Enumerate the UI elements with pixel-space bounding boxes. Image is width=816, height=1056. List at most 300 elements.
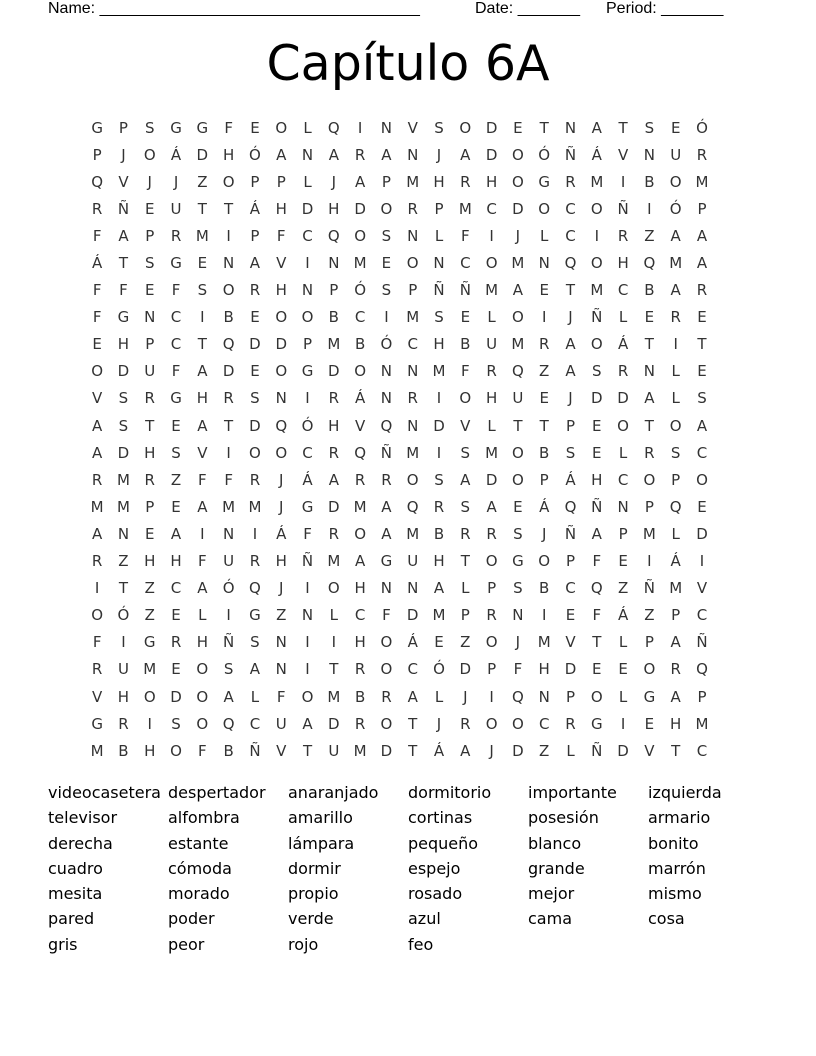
grid-cell: Ó <box>249 145 261 164</box>
grid-cell: A <box>512 281 524 300</box>
grid-cell: D <box>117 443 130 462</box>
grid-cell: U <box>117 660 129 679</box>
grid-cell: P <box>381 172 391 191</box>
grid-cell: E <box>250 118 260 137</box>
word-bank-item: estante <box>168 833 229 853</box>
grid-cell: F <box>92 308 102 327</box>
grid-cell: O <box>511 714 524 733</box>
grid-cell: M <box>222 497 236 516</box>
grid-cell: E <box>697 308 707 327</box>
grid-cell: I <box>226 443 231 462</box>
word-bank-item: televisor <box>48 808 118 828</box>
grid-cell: D <box>591 389 603 408</box>
grid-cell: L <box>618 687 628 706</box>
grid-cell: D <box>512 199 524 218</box>
grid-cell: M <box>116 497 130 516</box>
grid-cell: C <box>170 308 182 327</box>
grid-cell: S <box>697 389 707 408</box>
grid-cell: R <box>249 552 261 571</box>
grid-cell: T <box>408 741 418 760</box>
grid-cell: O <box>485 633 498 652</box>
grid-cell: O <box>590 199 603 218</box>
grid-cell: S <box>144 118 155 137</box>
grid-cell: E <box>618 660 628 679</box>
grid-cell: J <box>489 741 494 760</box>
grid-cell: Q <box>643 254 656 273</box>
grid-row <box>84 114 715 141</box>
word-bank-item: morado <box>168 884 230 904</box>
grid-cell: P <box>565 552 576 571</box>
grid-cell: O <box>669 416 682 435</box>
word-bank-item: pequeño <box>408 833 479 853</box>
grid-cell: T <box>302 741 313 760</box>
word-bank-item: dormitorio <box>408 783 492 802</box>
grid-cell: O <box>485 552 498 571</box>
grid-cell: D <box>617 741 629 760</box>
grid-cell: Q <box>91 172 104 191</box>
grid-cell: Z <box>118 552 129 571</box>
grid-cell: B <box>354 687 366 706</box>
grid-cell: N <box>433 254 445 273</box>
grid-cell: D <box>249 335 261 354</box>
word-bank-item: alfombra <box>168 808 240 828</box>
grid-cell: O <box>275 308 288 327</box>
grid-cell: D <box>170 687 182 706</box>
grid-cell: S <box>118 389 129 408</box>
grid-cell: T <box>197 199 207 218</box>
grid-cell: Ñ <box>591 741 603 760</box>
grid-cell: A <box>460 741 471 760</box>
grid-cell: N <box>275 660 287 679</box>
grid-cell: Z <box>644 606 655 625</box>
grid-cell: A <box>197 579 208 598</box>
grid-cell: Ñ <box>591 497 603 516</box>
grid-cell: E <box>670 118 681 137</box>
grid-cell: A <box>460 470 471 489</box>
grid-row <box>84 195 715 222</box>
grid-cell: O <box>485 714 498 733</box>
grid-cell: O <box>459 389 472 408</box>
grid-cell: P <box>671 470 681 489</box>
grid-cell: Ñ <box>433 281 445 300</box>
grid-cell: G <box>512 552 524 571</box>
grid-cell: L <box>540 226 549 245</box>
grid-cell: S <box>250 633 260 652</box>
grid-cell: N <box>223 524 235 543</box>
grid-cell: R <box>460 524 471 543</box>
grid-cell: R <box>91 660 103 679</box>
grid-cell: C <box>617 470 629 489</box>
grid-cell: H <box>196 633 208 652</box>
grid-cell: A <box>433 579 445 598</box>
grid-cell: U <box>512 389 524 408</box>
grid-cell: I <box>94 579 100 598</box>
grid-cell: Ñ <box>643 579 655 598</box>
grid-cell: A <box>381 497 392 516</box>
grid-cell: R <box>407 389 418 408</box>
grid-cell: A <box>197 416 208 435</box>
grid-cell: C <box>565 579 576 598</box>
grid-cell: P <box>145 226 155 245</box>
grid-cell: Q <box>696 660 708 679</box>
grid-cell: Ó <box>538 145 551 164</box>
grid-cell: Q <box>327 226 340 245</box>
grid-cell: T <box>118 579 129 598</box>
grid-cell: E <box>197 254 208 273</box>
grid-cell: S <box>460 443 471 462</box>
grid-row <box>84 520 715 547</box>
grid-cell: I <box>436 443 442 462</box>
grid-cell: A <box>354 172 366 191</box>
grid-cell: G <box>143 633 156 652</box>
grid-cell: I <box>200 524 205 543</box>
grid-cell: P <box>329 281 339 300</box>
grid-cell: J <box>436 145 442 164</box>
date-line: Date: _______ <box>475 0 580 17</box>
grid-cell: G <box>643 687 656 706</box>
grid-cell: J <box>279 497 284 516</box>
grid-cell: L <box>303 118 312 137</box>
grid-cell: D <box>406 606 419 625</box>
grid-cell: O <box>275 443 288 462</box>
grid-cell: E <box>644 714 655 733</box>
grid-cell: C <box>617 281 629 300</box>
word-bank <box>48 780 768 957</box>
grid-cell: N <box>512 606 524 625</box>
grid-cell: U <box>670 145 682 164</box>
grid-cell: M <box>327 335 341 354</box>
grid-cell: R <box>565 172 576 191</box>
word-bank-item: amarillo <box>288 808 353 828</box>
grid-cell: R <box>460 714 471 733</box>
grid-cell: E <box>250 362 260 381</box>
grid-cell: T <box>539 118 549 137</box>
grid-cell: S <box>223 660 234 679</box>
grid-cell: V <box>118 172 129 191</box>
grid-cell: R <box>144 470 155 489</box>
grid-cell: M <box>406 524 420 543</box>
grid-cell: E <box>145 281 155 300</box>
grid-cell: E <box>697 497 707 516</box>
grid-cell: A <box>486 497 497 516</box>
grid-cell: N <box>380 579 393 598</box>
grid-cell: M <box>485 443 499 462</box>
word-bank-item: blanco <box>528 833 582 853</box>
grid-cell: R <box>617 362 629 381</box>
grid-cell: N <box>643 362 655 381</box>
grid-cell: A <box>381 524 392 543</box>
grid-cell: L <box>250 687 260 706</box>
grid-cell: O <box>511 443 524 462</box>
word-bank-item: mejor <box>528 884 575 904</box>
grid-cell: Á <box>617 335 629 354</box>
grid-cell: M <box>406 443 420 462</box>
word-bank-item: gris <box>48 934 78 954</box>
grid-cell: Á <box>354 389 366 408</box>
word-bank-item: dormir <box>288 858 341 878</box>
word-bank-item: poder <box>168 909 215 929</box>
grid-cell: F <box>592 552 602 571</box>
grid-cell: L <box>434 226 444 245</box>
grid-cell: N <box>380 389 393 408</box>
grid-cell: A <box>328 470 339 489</box>
grid-cell: N <box>538 254 550 273</box>
grid-cell: Q <box>564 254 577 273</box>
grid-cell: S <box>197 281 208 300</box>
grid-cell: S <box>513 579 523 598</box>
grid-cell: G <box>301 362 314 381</box>
word-bank-item: verde <box>288 909 334 929</box>
grid-row <box>84 575 715 602</box>
grid-cell: H <box>670 714 682 733</box>
grid-cell: T <box>408 714 418 733</box>
name-line: Name: ____________________________________ <box>48 0 420 17</box>
grid-cell: O <box>643 470 656 489</box>
grid-cell: R <box>223 389 234 408</box>
grid-cell: H <box>170 552 182 571</box>
grid-cell: C <box>170 579 182 598</box>
grid-cell: Ñ <box>617 199 629 218</box>
grid-cell: T <box>592 633 602 652</box>
grid-cell: H <box>196 389 208 408</box>
grid-row <box>84 602 715 629</box>
grid-cell: U <box>144 362 156 381</box>
grid-cell: M <box>590 172 604 191</box>
grid-cell: Á <box>302 470 313 489</box>
grid-cell: A <box>328 145 339 164</box>
grid-cell: Z <box>197 172 208 191</box>
grid-cell: O <box>590 335 603 354</box>
grid-cell: S <box>250 389 260 408</box>
grid-cell: F <box>276 687 286 706</box>
grid-cell: C <box>486 199 497 218</box>
grid-cell: Q <box>354 443 367 462</box>
word-bank-item: azul <box>408 909 441 929</box>
grid-cell: E <box>460 308 471 327</box>
grid-cell: O <box>696 470 708 489</box>
grid-cell: E <box>171 497 181 516</box>
grid-cell: O <box>301 308 314 327</box>
grid-cell: R <box>407 199 418 218</box>
grid-row <box>84 683 715 710</box>
grid-cell: E <box>145 199 155 218</box>
grid-cell: L <box>198 606 207 625</box>
word-bank-item: cortinas <box>408 808 473 828</box>
grid-cell: H <box>275 552 287 571</box>
grid-cell: O <box>91 606 104 625</box>
grid-cell: D <box>564 660 577 679</box>
grid-cell: P <box>118 118 128 137</box>
grid-cell: D <box>117 362 130 381</box>
grid-cell: A <box>249 660 261 679</box>
grid-cell: L <box>303 172 312 191</box>
grid-cell: O <box>327 579 340 598</box>
grid-cell: J <box>568 389 573 408</box>
grid-cell: M <box>511 254 525 273</box>
grid-cell: T <box>539 416 549 435</box>
grid-cell: M <box>327 552 341 571</box>
grid-cell: F <box>92 633 102 652</box>
grid-cell: P <box>250 172 260 191</box>
grid-cell: Ó <box>301 416 314 435</box>
grid-cell: O <box>511 470 524 489</box>
grid-cell: U <box>328 741 340 760</box>
grid-cell: C <box>460 254 471 273</box>
grid-cell: I <box>305 389 310 408</box>
grid-cell: S <box>670 443 681 462</box>
grid-cell: G <box>170 389 182 408</box>
grid-cell: I <box>331 633 337 652</box>
grid-cell: Z <box>276 606 287 625</box>
grid-cell: S <box>434 470 444 489</box>
grid-cell: A <box>92 524 103 543</box>
grid-cell: H <box>144 741 156 760</box>
grid-cell: F <box>92 281 102 300</box>
grid-cell: V <box>92 687 103 706</box>
word-bank-item: despertador <box>168 783 266 802</box>
grid-cell: D <box>617 389 629 408</box>
word-bank-item: mismo <box>648 884 702 904</box>
word-bank-item: espejo <box>408 858 461 878</box>
grid-cell: O <box>196 660 209 679</box>
grid-cell: I <box>305 579 310 598</box>
grid-cell: E <box>250 308 260 327</box>
grid-cell: U <box>170 199 182 218</box>
grid-cell: U <box>486 335 498 354</box>
grid-cell: E <box>592 660 602 679</box>
grid-cell: G <box>249 606 261 625</box>
grid-cell: S <box>171 443 181 462</box>
grid-cell: M <box>327 687 341 706</box>
grid-cell: F <box>198 470 207 489</box>
grid-cell: E <box>618 552 628 571</box>
grid-cell: O <box>354 226 367 245</box>
grid-cell: E <box>145 524 155 543</box>
word-bank-item: mesita <box>48 884 103 904</box>
grid-cell: N <box>407 579 419 598</box>
grid-cell: I <box>489 226 494 245</box>
grid-cell: I <box>305 254 310 273</box>
grid-cell: P <box>92 145 102 164</box>
grid-cell: R <box>486 606 497 625</box>
grid-cell: Z <box>460 633 471 652</box>
grid-cell: T <box>644 335 654 354</box>
grid-cell: Z <box>144 579 155 598</box>
grid-cell: D <box>354 199 366 218</box>
grid-cell: E <box>171 416 181 435</box>
grid-row <box>84 737 715 764</box>
grid-cell: S <box>381 281 392 300</box>
grid-cell: Ñ <box>564 524 577 543</box>
grid-cell: E <box>592 443 602 462</box>
grid-cell: C <box>696 606 708 625</box>
grid-cell: N <box>407 226 419 245</box>
grid-cell: I <box>357 118 363 137</box>
grid-cell: H <box>144 443 156 462</box>
grid-cell: O <box>196 687 209 706</box>
grid-cell: Q <box>564 497 577 516</box>
grid-cell: Q <box>275 416 288 435</box>
grid-cell: L <box>671 389 680 408</box>
grid-cell: E <box>92 335 102 354</box>
word-bank-item: feo <box>408 934 434 954</box>
grid-cell: C <box>407 660 418 679</box>
grid-cell: R <box>354 470 366 489</box>
grid-cell: P <box>434 199 444 218</box>
grid-cell: A <box>460 145 471 164</box>
grid-cell: Q <box>380 416 393 435</box>
grid-cell: O <box>511 172 524 191</box>
grid-cell: F <box>460 226 470 245</box>
grid-cell: V <box>354 416 366 435</box>
grid-cell: M <box>353 741 367 760</box>
grid-cell: L <box>618 308 628 327</box>
grid-cell: L <box>461 579 470 598</box>
grid-cell: Ñ <box>249 741 261 760</box>
grid-cell: S <box>460 497 471 516</box>
grid-cell: D <box>696 524 708 543</box>
word-bank-item: importante <box>528 783 617 802</box>
grid-cell: M <box>669 579 683 598</box>
grid-cell: C <box>249 714 261 733</box>
grid-cell: M <box>90 741 104 760</box>
grid-cell: I <box>489 687 494 706</box>
grid-cell: T <box>329 660 339 679</box>
grid-cell: T <box>197 335 207 354</box>
grid-cell: H <box>275 281 287 300</box>
grid-cell: M <box>669 254 683 273</box>
grid-row <box>84 222 715 249</box>
grid-cell: A <box>670 281 681 300</box>
grid-cell: F <box>513 660 523 679</box>
grid-cell: E <box>565 606 576 625</box>
grid-cell: N <box>301 145 314 164</box>
grid-cell: A <box>197 497 208 516</box>
grid-cell: D <box>328 497 340 516</box>
grid-cell: A <box>670 633 681 652</box>
grid-cell: G <box>91 118 103 137</box>
grid-cell: D <box>328 362 340 381</box>
page-title: Capítulo 6A <box>266 35 550 92</box>
grid-cell: M <box>406 172 420 191</box>
grid-cell: Á <box>565 470 576 489</box>
grid-cell: H <box>328 416 340 435</box>
grid-cell: M <box>432 606 446 625</box>
grid-cell: G <box>301 497 314 516</box>
grid-cell: L <box>618 443 628 462</box>
grid-cell: Ó <box>117 606 130 625</box>
grid-cell: D <box>249 416 261 435</box>
grid-cell: Á <box>539 497 550 516</box>
grid-cell: I <box>673 335 678 354</box>
grid-cell: A <box>302 714 313 733</box>
word-bank-item: peor <box>168 934 205 954</box>
grid-cell: R <box>328 524 340 543</box>
grid-cell: H <box>354 633 366 652</box>
grid-cell: I <box>305 633 310 652</box>
grid-cell: B <box>539 579 550 598</box>
grid-cell: A <box>407 687 418 706</box>
grid-cell: B <box>460 335 471 354</box>
grid-cell: C <box>565 226 576 245</box>
grid-cell: Ñ <box>591 308 603 327</box>
grid-cell: E <box>539 281 549 300</box>
grid-cell: N <box>117 524 130 543</box>
grid-cell: Ñ <box>459 281 471 300</box>
grid-cell: H <box>117 335 130 354</box>
grid-cell: H <box>433 335 445 354</box>
grid-cell: N <box>301 281 314 300</box>
